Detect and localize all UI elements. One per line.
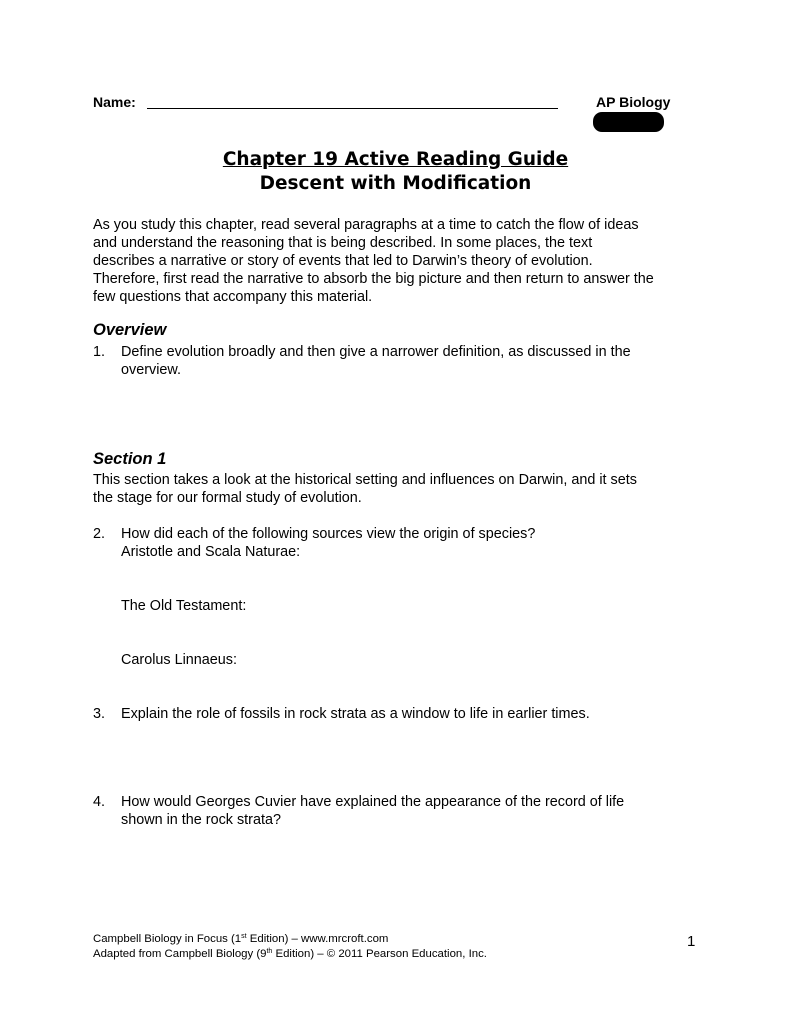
- name-blank-line[interactable]: [147, 108, 558, 109]
- page-title: Chapter 19 Active Reading Guide: [222, 149, 569, 170]
- question-number: 4.: [93, 794, 106, 810]
- course-label: AP Biology: [596, 94, 671, 110]
- name-label: Name:: [93, 94, 136, 110]
- question-4-text: shown in the rock strata?: [121, 812, 281, 828]
- intro-line: Therefore, first read the narrative to absorb the big picture and then return to answer the: [93, 271, 654, 287]
- footer-text: Edition) – www.mrcroft.com: [246, 933, 389, 945]
- section-1-heading: Section 1: [93, 450, 167, 468]
- footer-text: Adapted from Campbell Biology (9: [93, 948, 267, 960]
- page-number: 1: [687, 933, 696, 950]
- intro-line: and understand the reasoning that is being described. In some places, the text: [93, 235, 593, 251]
- footer-line-1: [93, 932, 388, 947]
- intro-line: As you study this chapter, read several paragraphs at a time to catch the flow of ideas: [93, 217, 639, 233]
- footer-line-2: [93, 947, 487, 962]
- question-3-text: Explain the role of fossils in rock strata as a window to life in earlier times.: [121, 706, 590, 722]
- question-2-sub-linnaeus: Carolus Linnaeus:: [121, 652, 237, 668]
- overview-heading: Overview: [93, 321, 167, 339]
- question-2-sub-aristotle: Aristotle and Scala Naturae:: [121, 544, 301, 560]
- question-number: 1.: [93, 344, 106, 360]
- question-number: 3.: [93, 706, 106, 722]
- question-number: 2.: [93, 526, 106, 542]
- question-2-text: How did each of the following sources view the origin of species?: [121, 526, 536, 542]
- question-1-text: Define evolution broadly and then give a narrower definition, as discussed in the: [121, 344, 631, 360]
- section-1-intro: This section takes a look at the historical setting and influences on Darwin, and it sets: [93, 472, 637, 488]
- question-1-text: overview.: [121, 362, 181, 378]
- intro-line: describes a narrative or story of events that led to Darwin’s theory of evolution.: [93, 253, 593, 269]
- section-1-intro: the stage for our formal study of evolution.: [93, 490, 362, 506]
- footer-superscript: th: [266, 948, 273, 955]
- question-4-text: How would Georges Cuvier have explained the appearance of the record of life: [121, 794, 625, 810]
- footer-text: Edition) – © 2011 Pearson Education, Inc.: [272, 948, 487, 960]
- redaction-mark: [593, 112, 664, 132]
- footer-superscript: st: [241, 933, 247, 940]
- page-subtitle: Descent with Modification: [259, 173, 532, 194]
- question-2-sub-old-testament: The Old Testament:: [121, 598, 247, 614]
- intro-line: few questions that accompany this material.: [93, 289, 373, 305]
- footer-text: Campbell Biology in Focus (1: [93, 933, 242, 945]
